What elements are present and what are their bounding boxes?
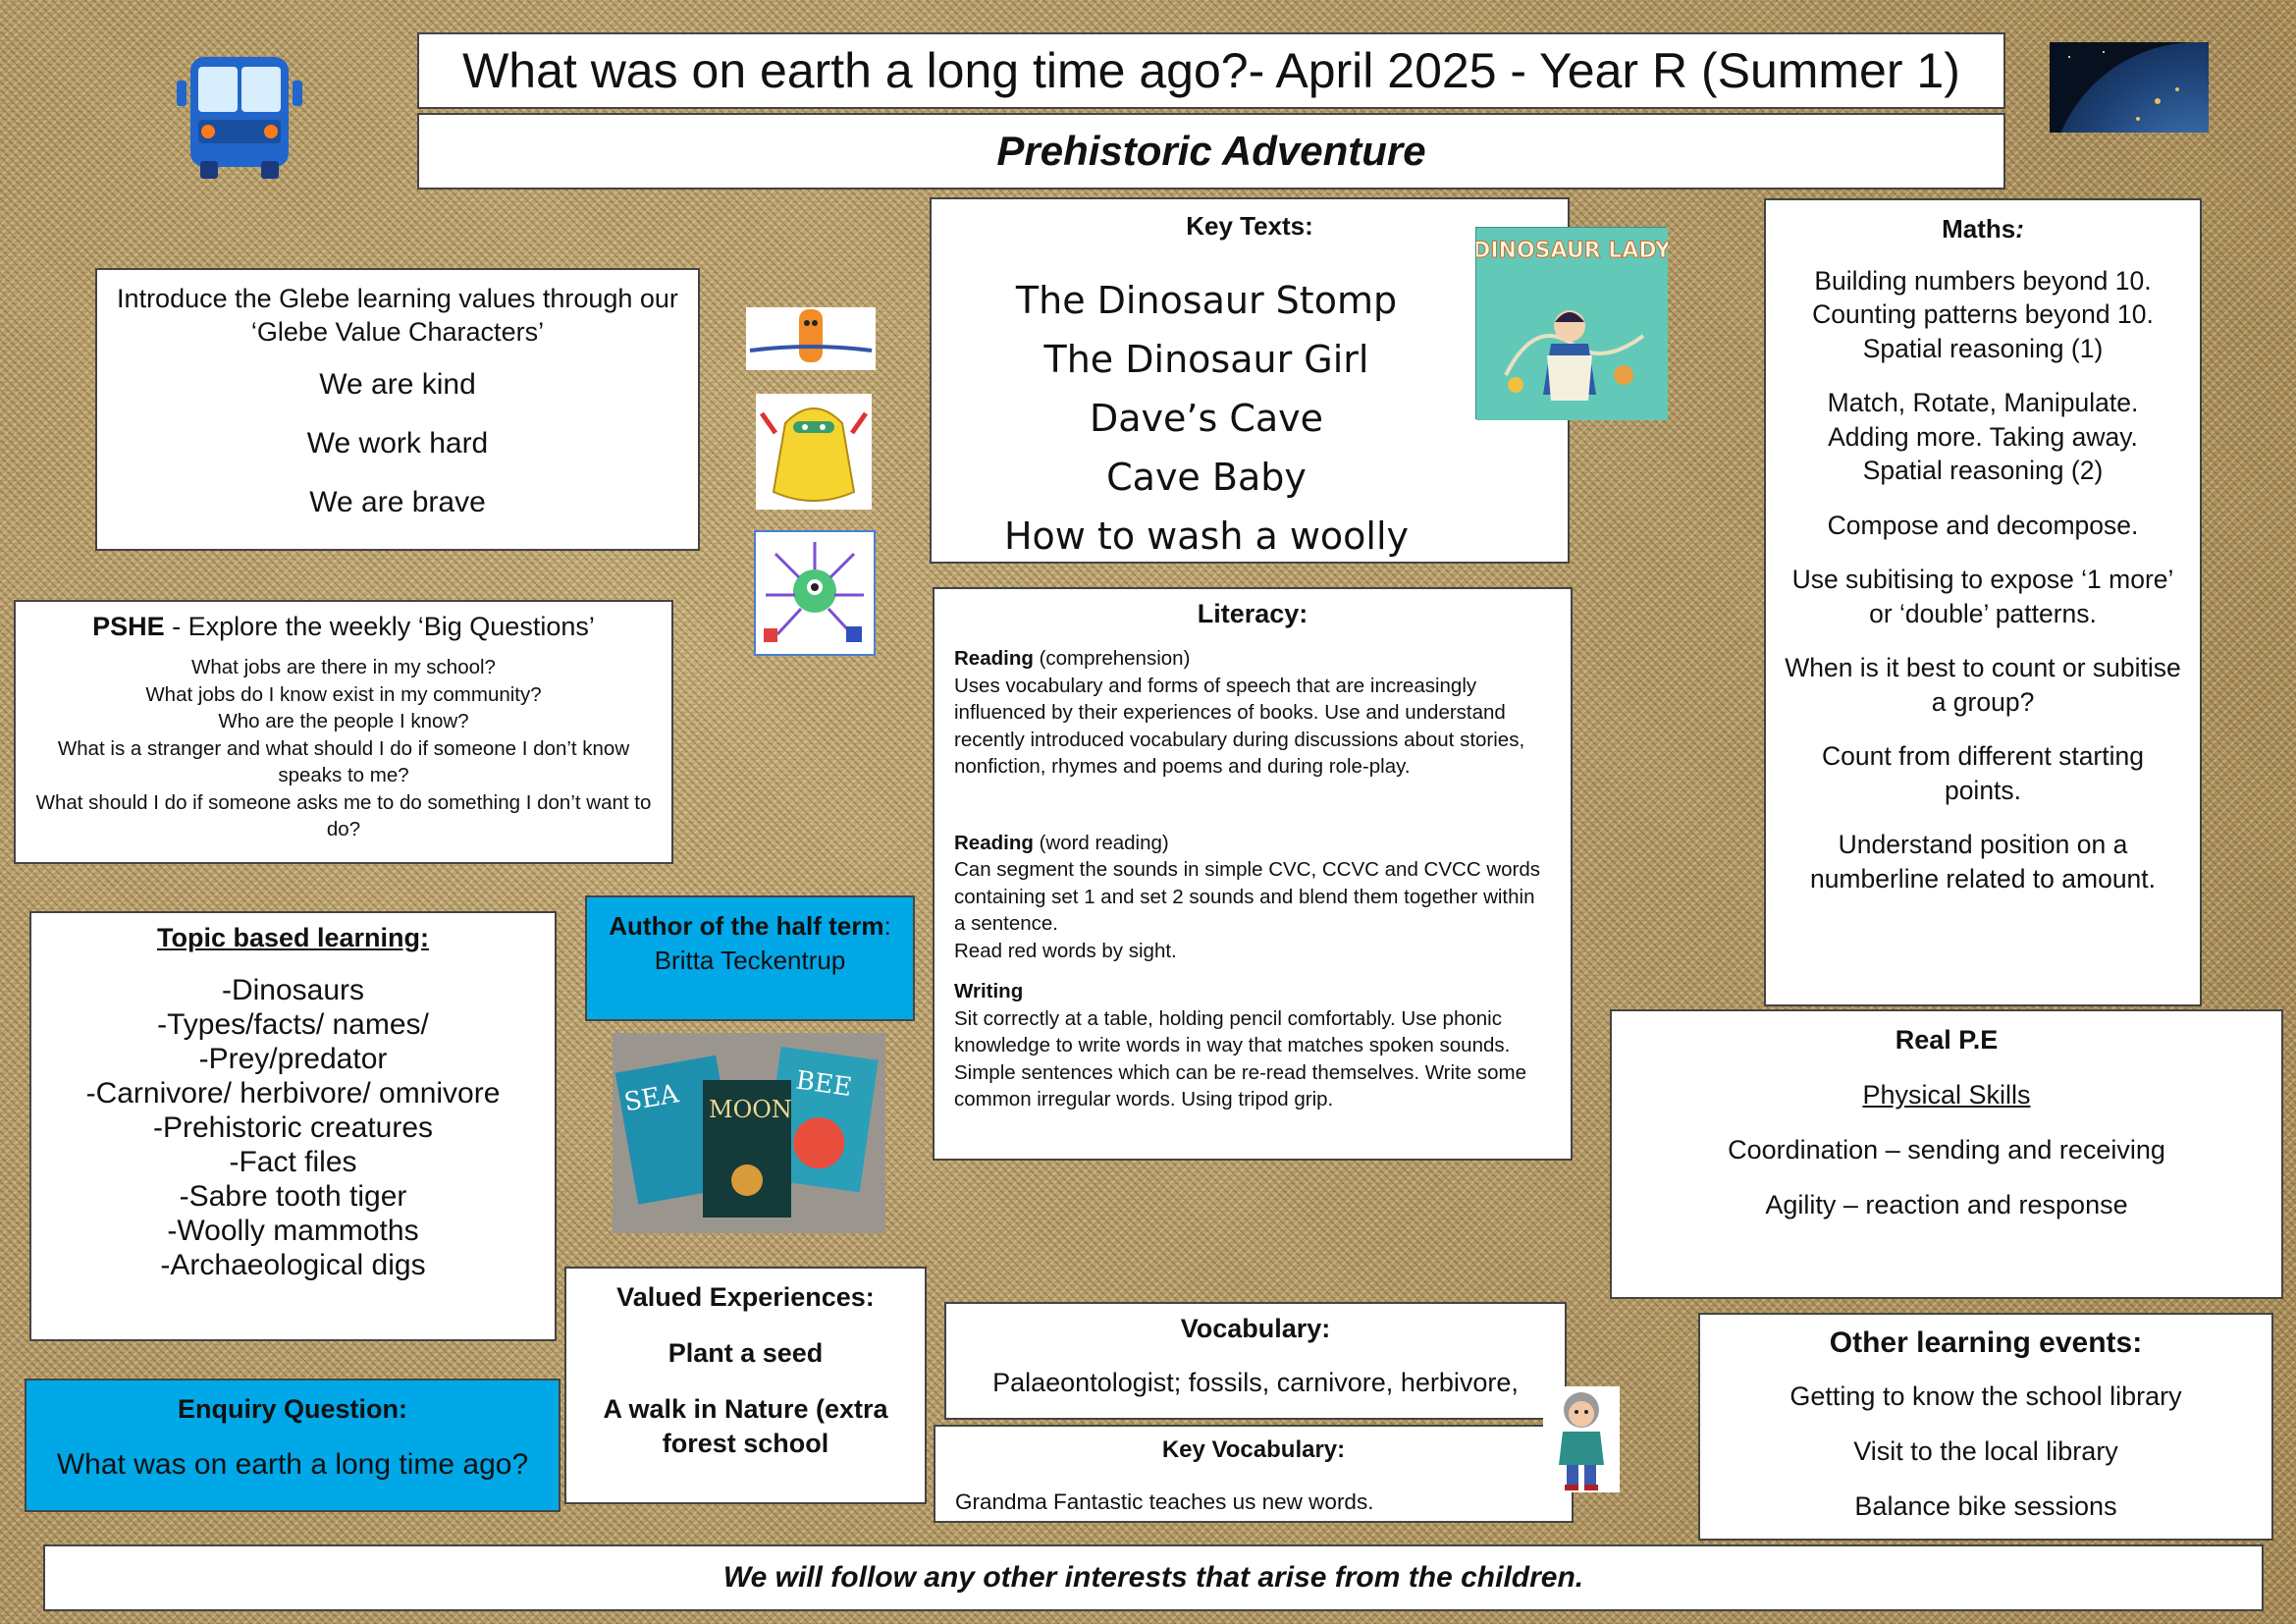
other-event-item: Balance bike sessions: [1854, 1491, 2117, 1521]
literacy-section-name: Reading: [954, 647, 1034, 670]
topic-item: -Sabre tooth tiger: [179, 1180, 407, 1213]
topic-heading: Topic based learning:: [156, 923, 430, 952]
pe-panel: [1610, 1009, 2283, 1299]
footer-text: We will follow any other interests that arise from the children.: [722, 1561, 1584, 1594]
key-texts-heading: Key Texts:: [1186, 211, 1313, 241]
literacy-section-title: [954, 645, 1551, 673]
earth-from-space-picture: [2050, 42, 2209, 133]
values-intro: Introduce the Glebe learning values through our ‘Glebe Value Characters’: [117, 284, 678, 347]
maths-panel: [1764, 198, 2202, 1006]
topic-item: -Types/facts/ names/: [157, 1008, 429, 1041]
value-item: We are brave: [309, 486, 486, 518]
vocabulary-heading: Vocabulary:: [1180, 1314, 1331, 1343]
literacy-section-body: Can segment the sounds in simple CVC, CCVC and CVCC words containing set 1 and set 2 sounds and blend them together within a sentence. Read red words by sight.: [954, 858, 1541, 962]
maths-heading-colon: :: [2015, 214, 2024, 244]
dinosaur-lady-cover-title: DINOSAUR LADY: [1476, 239, 1668, 263]
pshe-question: What is a stranger and what should I do if someone I don’t know speaks to me?: [57, 736, 630, 786]
topic-item: -Archaeological digs: [160, 1249, 426, 1281]
literacy-section-qualifier: (word reading): [1033, 831, 1169, 854]
value-item: We work hard: [306, 427, 489, 460]
grandma-fantastic-puppet-picture: [1543, 1386, 1620, 1492]
page-subtitle: [417, 113, 2005, 189]
pshe-panel: [14, 600, 673, 864]
footer-banner: [43, 1544, 2264, 1611]
key-text-item: The Dinosaur Girl: [1043, 338, 1369, 381]
valued-item: A walk in Nature (extra forest school: [603, 1394, 888, 1458]
value-character-brave-picture: [754, 530, 876, 656]
value-item: We are kind: [319, 368, 476, 401]
literacy-section: [954, 978, 1551, 1113]
maths-heading-text: Maths: [1942, 214, 2016, 244]
key-vocabulary-heading: Key Vocabulary:: [1161, 1436, 1346, 1463]
pshe-question: What should I do if someone asks me to do something I don’t want to do?: [35, 790, 652, 840]
pshe-title-rest: - Explore the weekly ‘Big Questions’: [164, 612, 595, 641]
literacy-section: [954, 645, 1551, 781]
topic-item: -Prehistoric creatures: [152, 1111, 434, 1144]
pshe-question: What jobs are there in my school?: [191, 656, 496, 678]
topic-item: -Woolly mammoths: [167, 1215, 419, 1247]
dinosaur-lady-book-cover: [1475, 227, 1667, 419]
literacy-section-body: Sit correctly at a table, holding pencil comfortably. Use phonic knowledge to write words in way that matches spoken sounds. Simple sentences which can be re-read themselves. Write some common irregular words. Using tripod grip.: [954, 1006, 1526, 1110]
bus-icon: [173, 51, 306, 185]
pe-subheading: Physical Skills: [1862, 1080, 2031, 1110]
vocabulary-text: Palaeontologist; fossils, carnivore, herbivore,: [992, 1368, 1519, 1397]
key-vocabulary-text: Grandma Fantastic teaches us new words.: [955, 1489, 1374, 1514]
maths-heading: [1784, 212, 2182, 246]
book-title: BEE: [793, 1065, 854, 1104]
key-vocabulary-panel: [934, 1425, 1574, 1523]
other-event-item: Visit to the local library: [1853, 1436, 2118, 1466]
topic-item: -Carnivore/ herbivore/ omnivore: [85, 1077, 501, 1110]
value-character-hardworking-picture: [756, 394, 872, 510]
author-panel: [585, 895, 915, 1021]
literacy-section-name: Writing: [954, 980, 1024, 1002]
maths-item: When is it best to count or subitise a group?: [1785, 653, 2181, 717]
page-title: [417, 32, 2005, 109]
valued-experiences-panel: [564, 1267, 927, 1504]
enquiry-heading: Enquiry Question:: [177, 1394, 407, 1424]
other-events-heading: Other learning events:: [1829, 1326, 2143, 1359]
maths-item: Count from different starting points.: [1822, 741, 2144, 805]
maths-item: Use subitising to expose ‘1 more’ or ‘double’ patterns.: [1791, 565, 2174, 628]
valued-heading: Valued Experiences:: [616, 1282, 875, 1312]
pe-item: Coordination – sending and receiving: [1728, 1135, 2165, 1164]
literacy-section-body: Uses vocabulary and forms of speech that are increasingly influenced by their experiences of books. Use and understand recently introduced vocabulary during discussions about stories, nonfiction, rhymes and poems and during role-play.: [954, 674, 1525, 778]
literacy-section-name: Reading: [954, 831, 1034, 854]
key-text-item: The Dinosaur Stomp: [1015, 279, 1398, 322]
pshe-label: PSHE: [92, 612, 165, 641]
book-title: MOON: [709, 1096, 792, 1123]
maths-item: Building numbers beyond 10. Counting patterns beyond 10. Spatial reasoning (1): [1812, 265, 2154, 363]
author-name: : Britta Teckentrup: [654, 911, 891, 975]
other-event-item: Getting to know the school library: [1789, 1381, 2182, 1411]
maths-item: Match, Rotate, Manipulate. Adding more. Taking away. Spatial reasoning (2): [1827, 388, 2139, 485]
topic-item: -Fact files: [229, 1146, 357, 1178]
values-panel: [95, 268, 700, 551]
literacy-section: [954, 830, 1551, 965]
page-title-text: What was on earth a long time ago?- April 2025 - Year R (Summer 1): [462, 43, 1960, 98]
key-text-item: Cave Baby: [1106, 456, 1307, 499]
pshe-title: [29, 612, 658, 642]
enquiry-panel: [25, 1379, 561, 1512]
pshe-question: Who are the people I know?: [218, 710, 469, 732]
maths-item: Understand position on a numberline related to amount.: [1809, 830, 2157, 893]
literacy-section-title: [954, 830, 1551, 857]
literacy-section-qualifier: (comprehension): [1033, 647, 1191, 670]
topic-item: -Prey/predator: [198, 1043, 388, 1075]
literacy-heading: Literacy:: [1197, 599, 1308, 628]
page-subtitle-text: Prehistoric Adventure: [996, 128, 1426, 174]
key-text-item: How to wash a woolly: [1003, 514, 1410, 558]
topic-item: -Dinosaurs: [221, 974, 365, 1006]
maths-item: Compose and decompose.: [1827, 510, 2139, 540]
key-text-item: Dave’s Cave: [1089, 397, 1324, 440]
book-title: SEA: [621, 1079, 681, 1118]
literacy-panel: [933, 587, 1573, 1161]
author-label: Author of the half term: [609, 911, 884, 941]
value-character-kind-picture: [746, 307, 876, 370]
valued-item: Plant a seed: [667, 1338, 824, 1368]
pshe-question: What jobs do I know exist in my community?: [145, 682, 542, 706]
enquiry-question: What was on earth a long time ago?: [56, 1448, 529, 1481]
pe-item: Agility – reaction and response: [1765, 1190, 2128, 1219]
author-books-picture: [613, 1033, 885, 1233]
literacy-section-title: [954, 978, 1551, 1005]
other-events-panel: [1698, 1313, 2273, 1541]
pe-heading: Real P.E: [1895, 1025, 1999, 1055]
topic-panel: [29, 911, 557, 1341]
key-texts-panel: [930, 197, 1570, 564]
vocabulary-panel: [944, 1302, 1567, 1420]
